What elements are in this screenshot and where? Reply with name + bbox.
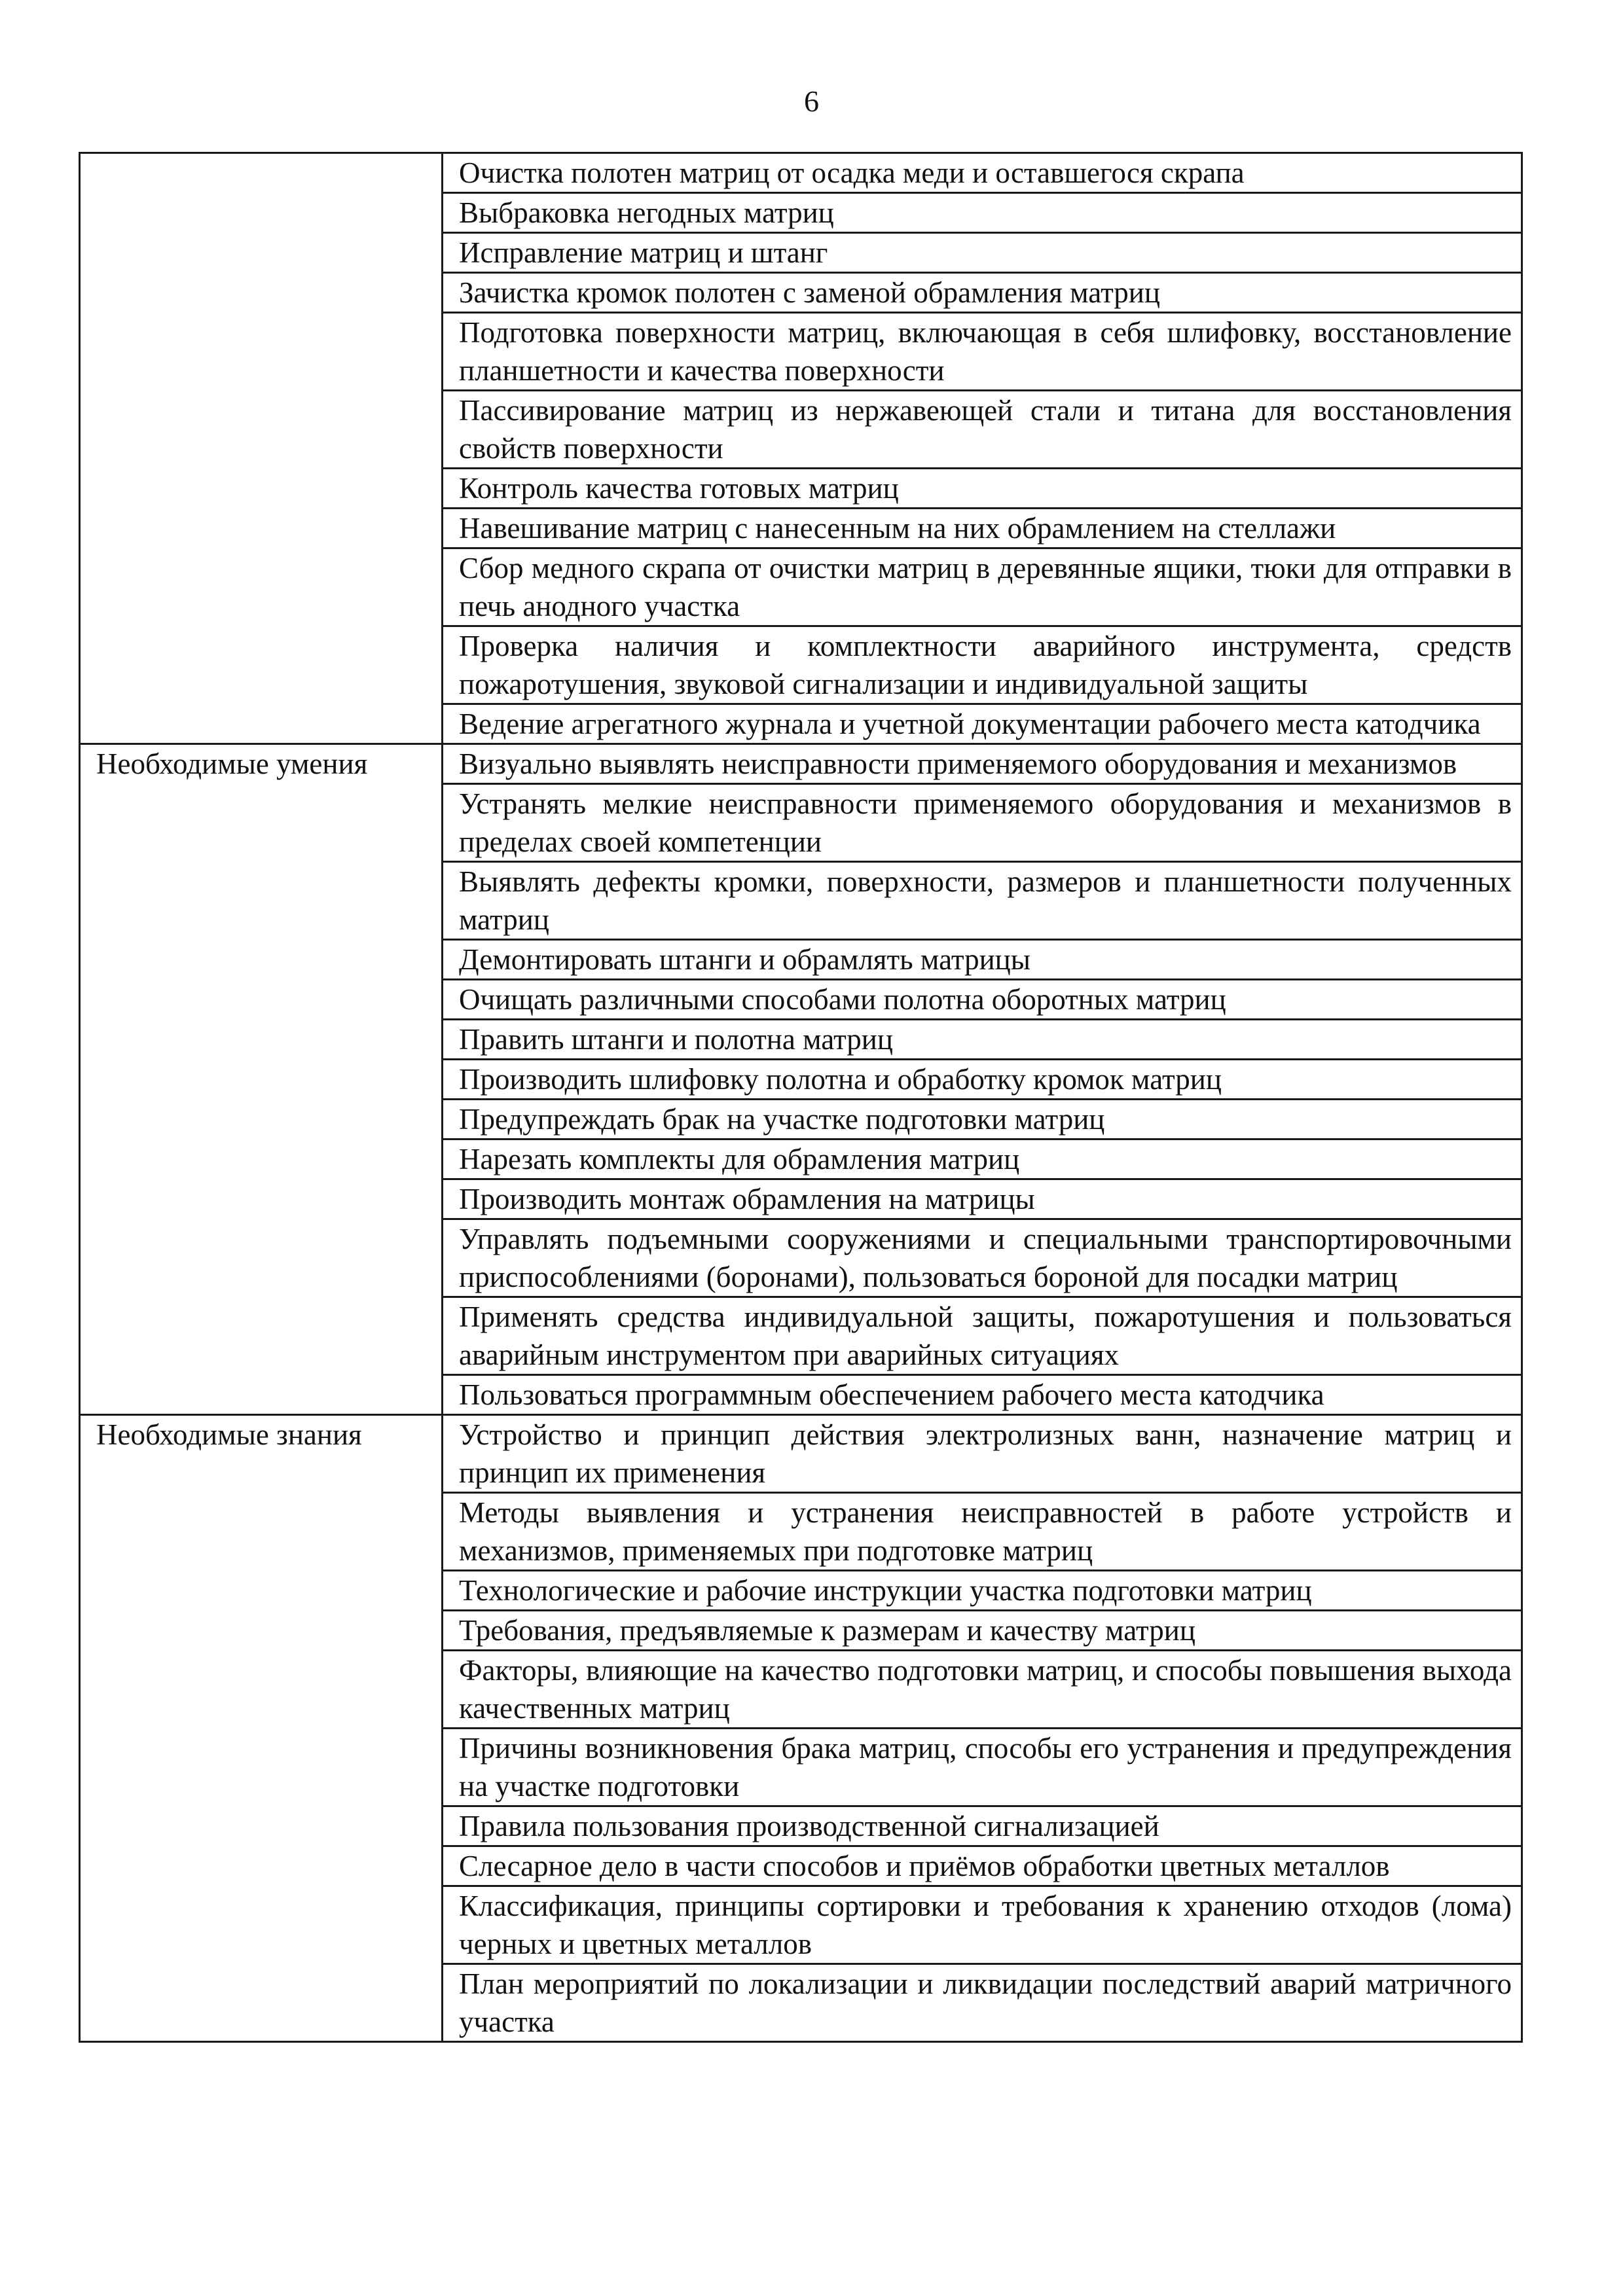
item-text: Навешивание матриц с нанесенным на них обрамлением на стеллажи bbox=[443, 509, 1522, 548]
item-text: Демонтировать штанги и обрамлять матрицы bbox=[443, 940, 1522, 980]
item-text: Исправление матриц и штанг bbox=[443, 233, 1522, 273]
group-label: Необходимые знания bbox=[80, 1415, 443, 2042]
item-text: Зачистка кромок полотен с заменой обрамления матриц bbox=[443, 273, 1522, 313]
group-label: Необходимые умения bbox=[80, 744, 443, 1415]
item-text: Очистка полотен матриц от осадка меди и оставшегося скрапа bbox=[443, 153, 1522, 193]
table-row bbox=[80, 1415, 1522, 1493]
item-text: Производить монтаж обрамления на матрицы bbox=[443, 1179, 1522, 1219]
item-text: Нарезать комплекты для обрамления матриц bbox=[443, 1139, 1522, 1179]
item-text: Применять средства индивидуальной защиты, пожаротушения и пользоваться аварийным инструментом при аварийных ситуациях bbox=[443, 1297, 1522, 1375]
item-text: Сбор медного скрапа от очистки матриц в деревянные ящики, тюки для отправки в печь анодного участка bbox=[443, 548, 1522, 626]
table-row bbox=[80, 153, 1522, 193]
item-text: Ведение агрегатного журнала и учетной документации рабочего места катодчика bbox=[443, 704, 1522, 744]
item-text: Визуально выявлять неисправности применяемого оборудования и механизмов bbox=[443, 744, 1522, 784]
item-text: Классификация, принципы сортировки и требования к хранению отходов (лома) черных и цветных металлов bbox=[443, 1886, 1522, 1964]
item-text: Предупреждать брак на участке подготовки матриц bbox=[443, 1100, 1522, 1139]
item-text: Технологические и рабочие инструкции участка подготовки матриц bbox=[443, 1571, 1522, 1611]
item-text: Требования, предъявляемые к размерам и качеству матриц bbox=[443, 1611, 1522, 1651]
item-text: Проверка наличия и комплектности аварийного инструмента, средств пожаротушения, звуковой сигнализации и индивидуальной защиты bbox=[443, 626, 1522, 704]
page-number: 6 bbox=[804, 84, 819, 118]
item-text: Контроль качества готовых матриц bbox=[443, 469, 1522, 509]
table-body bbox=[80, 153, 1522, 2042]
item-text: Править штанги и полотна матриц bbox=[443, 1020, 1522, 1060]
requirements-table bbox=[79, 152, 1523, 2043]
group-label bbox=[80, 153, 443, 744]
item-text: Методы выявления и устранения неисправностей в работе устройств и механизмов, применяемых при подготовке матриц bbox=[443, 1493, 1522, 1571]
item-text: Пассивирование матриц из нержавеющей стали и титана для восстановления свойств поверхности bbox=[443, 391, 1522, 469]
item-text: Выбраковка негодных матриц bbox=[443, 193, 1522, 233]
item-text: Причины возникновения брака матриц, способы его устранения и предупреждения на участке подготовки bbox=[443, 1729, 1522, 1806]
item-text: Подготовка поверхности матриц, включающая в себя шлифовку, восстановление планшетности и качества поверхности bbox=[443, 313, 1522, 391]
item-text: Управлять подъемными сооружениями и специальными транспортировочными приспособлениями (боронами), пользоваться бороной для посадки матриц bbox=[443, 1219, 1522, 1297]
item-text: Устранять мелкие неисправности применяемого оборудования и механизмов в пределах своей компетенции bbox=[443, 784, 1522, 862]
item-text: Производить шлифовку полотна и обработку кромок матриц bbox=[443, 1060, 1522, 1100]
item-text: Очищать различными способами полотна оборотных матриц bbox=[443, 980, 1522, 1020]
item-text: План мероприятий по локализации и ликвидации последствий аварий матричного участка bbox=[443, 1964, 1522, 2042]
item-text: Пользоваться программным обеспечением рабочего места катодчика bbox=[443, 1375, 1522, 1415]
table-row bbox=[80, 744, 1522, 784]
item-text: Правила пользования производственной сигнализацией bbox=[443, 1806, 1522, 1846]
item-text: Выявлять дефекты кромки, поверхности, размеров и планшетности полученных матриц bbox=[443, 862, 1522, 940]
item-text: Факторы, влияющие на качество подготовки матриц, и способы повышения выхода качественных матриц bbox=[443, 1651, 1522, 1729]
item-text: Слесарное дело в части способов и приёмов обработки цветных металлов bbox=[443, 1846, 1522, 1886]
item-text: Устройство и принцип действия электролизных ванн, назначение матриц и принцип их применения bbox=[443, 1415, 1522, 1493]
